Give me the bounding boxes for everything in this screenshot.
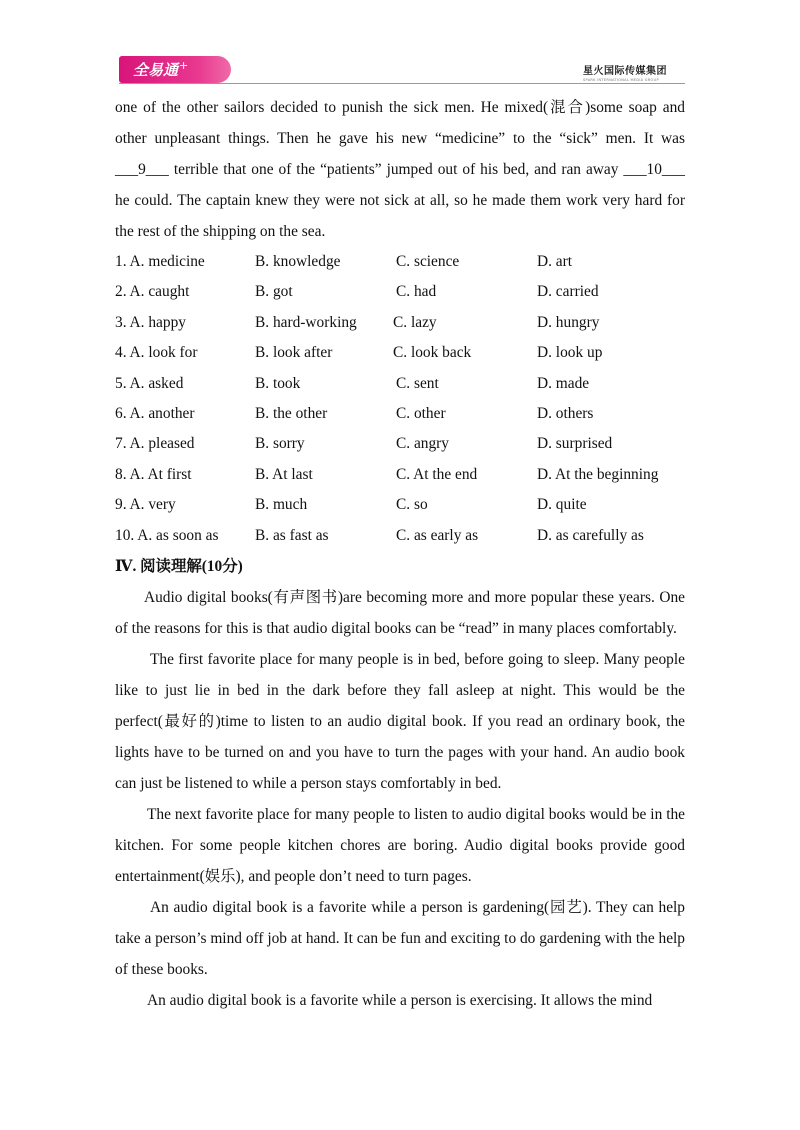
option-a: 3. A. happy [115,313,186,331]
option-c: C. as early as [396,526,479,544]
option-c: C. angry [396,435,450,453]
option-row [115,490,685,520]
option-c: C. sent [396,374,439,392]
option-a: 4. A. look for [115,344,198,362]
option-a: 5. A. asked [115,374,184,392]
option-b: B. sorry [255,435,305,453]
option-c: C. so [396,496,428,514]
option-d: D. art [537,253,573,270]
brand-name-cn: 星火国际传媒集团 [583,66,667,77]
option-d: D. surprised [537,435,613,453]
brand-name-en: SPARK INTERNATIONAL MEDIA GROUP [583,78,659,82]
option-b: B. the other [255,404,328,422]
option-d: D. others [537,404,594,422]
option-c: C. science [396,253,460,270]
option-b: B. as fast as [255,526,329,544]
header-divider [119,83,685,84]
option-d: D. carried [537,283,599,301]
option-a: 8. A. At first [115,465,192,483]
option-c: C. other [396,404,446,422]
option-a: 7. A. pleased [115,435,195,453]
option-c: C. had [396,283,437,301]
option-a: 6. A. another [115,404,195,422]
publisher-logo [119,56,231,83]
option-b: B. knowledge [255,253,341,270]
option-d: D. hungry [537,313,600,331]
logo-plus: + [179,59,189,72]
reading-paragraph: An audio digital book is a favorite while a person is exercising. It allows the mind [147,991,653,1009]
option-row [115,308,685,338]
reading-paragraph: The next favorite place for many people to listen to audio digital books would be in the kitchen. For some people kitchen chores are boring. Audio digital books provide good entertainment(娱乐), and people don’t need to turn pages. [115,805,685,885]
option-row [115,429,685,459]
option-b: B. much [255,496,308,514]
option-row [115,521,685,551]
option-b: B. got [255,283,293,301]
option-row [115,247,685,277]
option-b: B. look after [255,344,333,362]
document-body [115,92,685,1016]
option-d: D. quite [537,496,587,514]
option-row [115,338,685,368]
option-a: 10. A. as soon as [115,526,219,544]
option-b: B. hard-working [255,313,357,331]
cloze-passage-continued: one of the other sailors decided to punish the sick men. He mixed(混合)some soap and other unpleasant things. Then he gave his new “medicine” to the “sick” men. It was ___9___ terrible that one of the “patients” jumped out of his bed, and ran away ___10___ he could. The captain knew they were not sick at all, so he made them work very hard for the rest of the shipping on the sea. [115,99,685,240]
option-c: C. lazy [393,313,437,331]
logo-text: 全易通 [133,61,179,79]
option-row [115,399,685,429]
option-d: D. At the beginning [537,465,659,483]
reading-paragraph: The first favorite place for many people is in bed, before going to sleep. Many people like to just lie in bed in the dark before they fall asleep at night. This would be the perfect(最好的)time to listen to an audio digital book. If you read an ordinary book, the lights have to be turned on and you have to turn the pages with your hand. An audio book can just be listened to while a person stays comfortably in bed. [115,650,685,792]
option-c: C. look back [393,344,472,362]
option-d: D. look up [537,344,603,362]
option-row [115,460,685,490]
option-a: 9. A. very [115,496,176,514]
option-row [115,369,685,399]
option-a: 1. A. medicine [115,253,205,270]
option-d: D. as carefully as [537,526,644,544]
brand-mark [583,62,667,82]
option-b: B. took [255,374,301,392]
section-heading: Ⅳ. 阅读理解(10分) [115,557,243,575]
reading-paragraph: Audio digital books(有声图书)are becoming more and more popular these years. One of the reasons for this is that audio digital books can be “read” in many places comfortably. [115,588,685,637]
page-header [0,0,800,90]
option-d: D. made [537,374,590,392]
option-a: 2. A. caught [115,283,190,301]
option-c: C. At the end [396,465,478,483]
reading-paragraph: An audio digital book is a favorite while a person is gardening(园艺). They can help take a person’s mind off job at hand. It can be fun and exciting to do gardening with the help of these books. [115,898,685,978]
options-list [115,247,685,551]
option-b: B. At last [255,465,313,483]
option-row [115,277,685,307]
